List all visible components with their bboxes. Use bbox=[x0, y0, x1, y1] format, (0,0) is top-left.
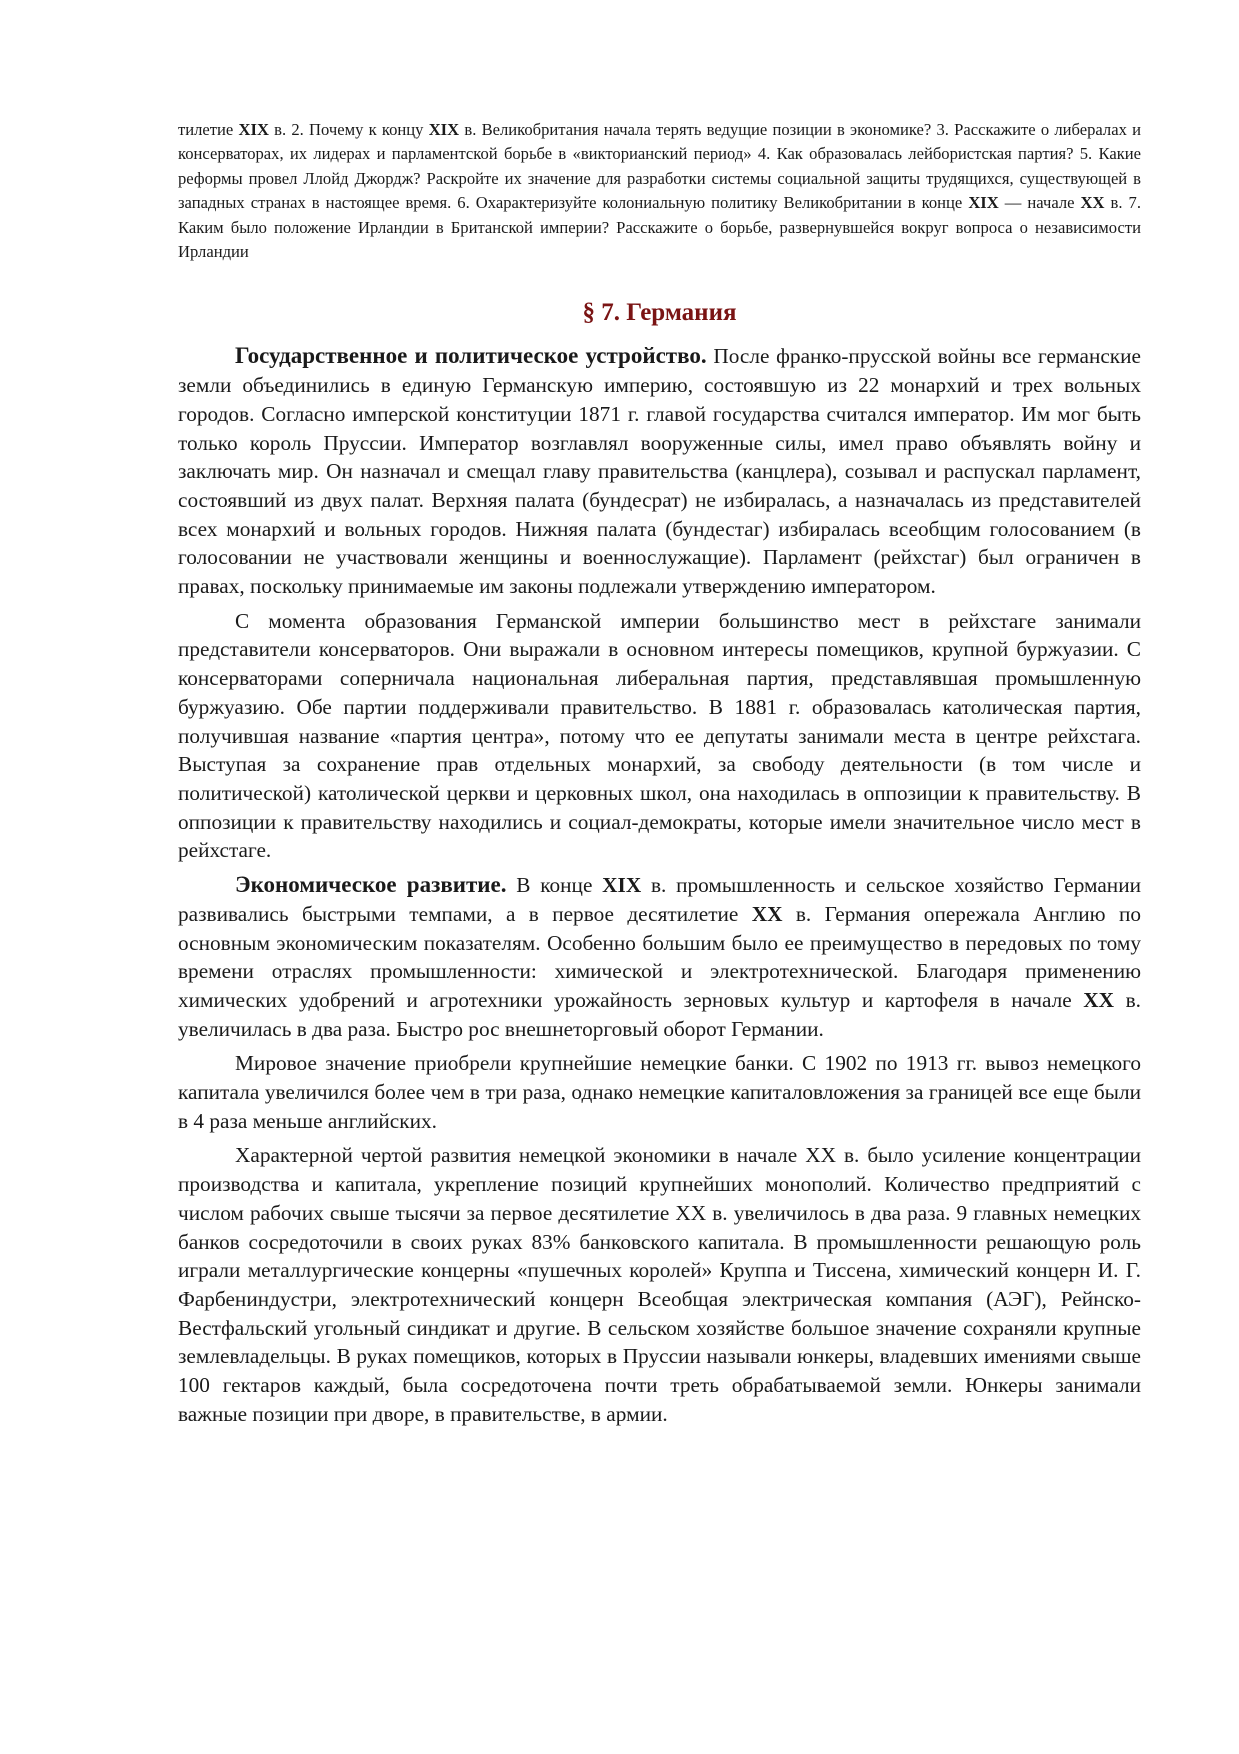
paragraph-text: в. промышленность и сельское хозяйство Германии развивались быстрыми темпами, а в первое десятилетие bbox=[178, 873, 1141, 926]
paragraph-concentration bbox=[178, 1141, 1141, 1428]
paragraph-lead: Государственное и политическое устройство. bbox=[235, 343, 707, 369]
roman-numeral: XX bbox=[751, 901, 783, 926]
question-text: в. 7. Каким было положение Ирландии в Британской империи? Расскажите о борьбе, развернувшейся вокруг вопроса о независимости Ирландии bbox=[178, 193, 1141, 262]
question-text: — начале bbox=[998, 193, 1081, 213]
paragraph-lead: Экономическое развитие. bbox=[235, 872, 507, 898]
paragraph-text: Мировое значение приобрели крупнейшие немецкие банки. С 1902 по 1913 гг. вывоз немецкого капитала увеличился более чем в три раза, однако немецкие капиталовложения за границей все еще были в 4 раза меньше английских. bbox=[178, 1051, 1141, 1133]
review-questions bbox=[178, 118, 1141, 264]
paragraph-text: В конце bbox=[506, 873, 603, 898]
paragraph-text: в. Германия опережала Англию по основным экономическим показателям. Особенно большим было ее преимущество в передовых по тому времени отраслях промышленности: химической и электротехнической. Благодаря применению химических удобрений и агротехники урожайность зерновых культур и картофеля в начале bbox=[178, 901, 1141, 1012]
roman-numeral: XIX bbox=[428, 120, 460, 139]
question-text: в. Великобритания начала терять ведущие позиции в экономике? 3. Расскажите о либералах и консерваторах, их лидерах и парламентской борьбе в «викторианский период» 4. Как образовалась лейбористская партия? 5. Какие реформы провел Ллойд Джордж? Раскройте их значение для разработки системы социальной защиты трудящихся, существующей в западных странах в настоящее время. 6. Охарактеризуйте колониальную политику Великобритании в конце bbox=[178, 120, 1141, 213]
document-page bbox=[178, 118, 1141, 1434]
roman-numeral: XX bbox=[1080, 193, 1105, 213]
roman-numeral: XIX bbox=[602, 873, 642, 898]
paragraph-banks bbox=[178, 1049, 1141, 1135]
paragraph-text: С момента образования Германской империи большинство мест в рейхстаге занимали представители консерваторов. Они выражали в основном интересы помещиков, крупной буржуазии. С консерваторами соперничала национальная либеральная партия, представлявшая промышленную буржуазию. Обе партии поддерживали правительство. В 1881 г. образовалась католическая партия, получившая название «партия центра», потому что ее депутаты занимали места в центре рейхстага. Выступая за сохранение прав отдельных монархий, за свободу деятельности (в том числе и политической) католической церкви и церковных школ, она находилась в оппозиции к правительству. В оппозиции к правительству находились и социал-демократы, которые имели значительное число мест в рейхстаге. bbox=[178, 608, 1141, 863]
roman-numeral: XX bbox=[1083, 987, 1115, 1012]
roman-numeral: XIX bbox=[238, 120, 269, 139]
roman-numeral: XIX bbox=[968, 193, 999, 213]
question-text: тилетие bbox=[178, 120, 239, 139]
section-title: § 7. Германия bbox=[582, 299, 737, 327]
paragraph-parties bbox=[178, 607, 1141, 865]
paragraph-text: После франко-прусской войны все германские земли объединились в единую Германскую империю, состоявшую из 22 монархий и трех вольных городов. Согласно имперской конституции 1871 г. главой государства считался император. Им мог быть только король Пруссии. Император возглавлял вооруженные силы, имел право объявлять войну и заключать мир. Он назначал и смещал главу правительства (канцлера), созывал и распускал парламент, состоявший из двух палат. Верхняя палата (бундесрат) не избиралась, а назначалась из представителей всех монархий и вольных городов. Нижняя палата (бундестаг) избиралась всеобщим голосованием (в голосовании не участвовали женщины и военнослужащие). Парламент (рейхстаг) был ограничен в правах, поскольку принимаемые им законы подлежали утверждению императором. bbox=[178, 344, 1142, 599]
paragraph-text: в. увеличилась в два раза. Быстро рос внешнеторговый оборот Германии. bbox=[178, 987, 1141, 1041]
paragraph-economic-development bbox=[178, 871, 1141, 1043]
question-text: в. 2. Почему к концу bbox=[268, 120, 429, 139]
paragraph-text: Характерной чертой развития немецкой экономики в начале XX в. было усиление концентрации производства и капитала, укрепление позиций крупнейших монополий. Количество предприятий с числом рабочих свыше тысячи за первое десятилетие XX в. увеличилось в два раза. 9 главных немецких банков сосредоточили в своих руках 83% банковского капитала. В промышленности решающую роль играли металлургические концерны «пушечных королей» Круппа и Тиссена, химический концерн И. Г. Фарбениндустри, электротехнический концерн Всеобщая электрическая компания (АЭГ), Рейнско-Вестфальский угольный синдикат и другие. В сельском хозяйстве большое значение сохраняли крупные землевладельцы. В руках помещиков, которых в Пруссии называли юнкеры, владевших имениями свыше 100 гектаров каждый, была сосредоточена почти треть обрабатываемой земли. Юнкеры занимали важные позиции при дворе, в правительстве, в армии. bbox=[178, 1143, 1141, 1426]
paragraph-political-structure bbox=[178, 342, 1141, 600]
